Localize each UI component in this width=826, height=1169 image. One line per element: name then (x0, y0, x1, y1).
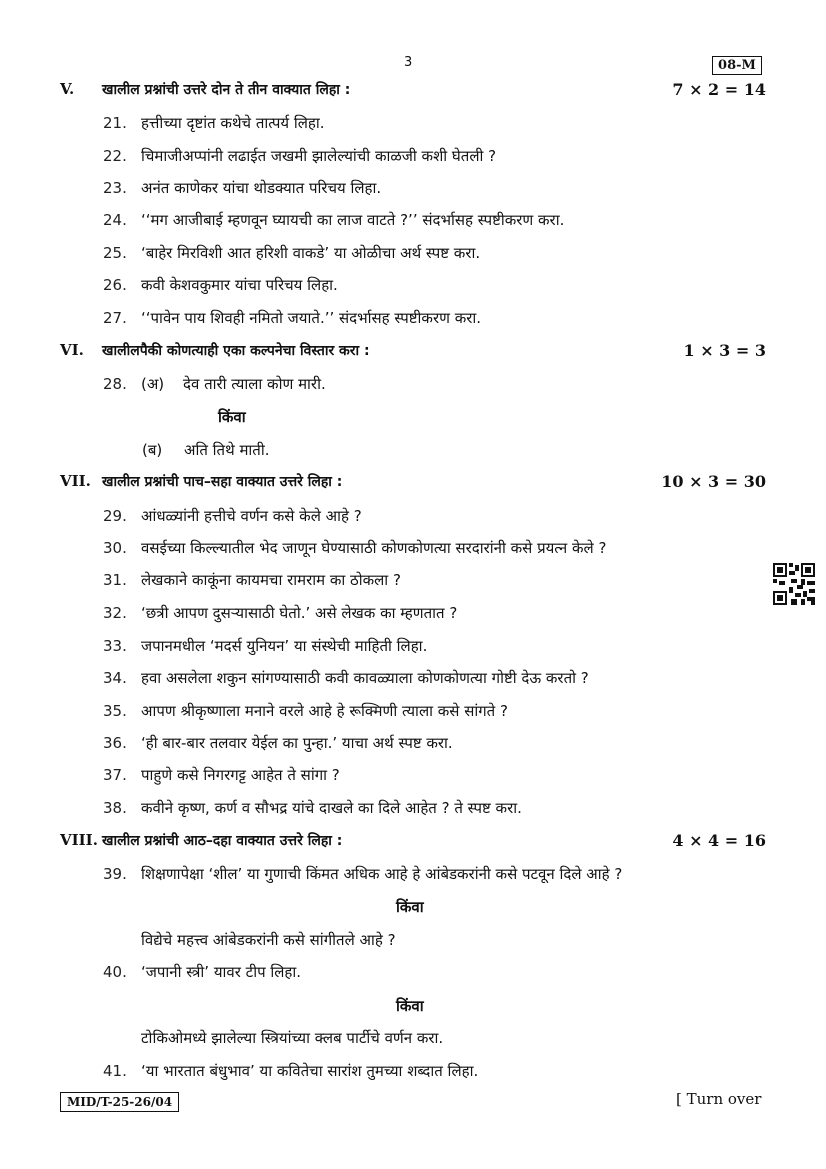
page-number: 3 (404, 55, 413, 70)
question-text: ‘जपानी स्त्री’ यावर टीप लिहा. (141, 963, 302, 981)
question-23 (103, 178, 381, 198)
question-number: 28. (103, 375, 127, 393)
question-39-alternative: विद्येचे महत्त्व आंबेडकरांनी कसे सांगीतले आहे ? (141, 931, 396, 949)
question-27 (103, 308, 481, 328)
question-text: ‘ही बार-बार तलवार येईल का पुन्हा.’ याचा अर्थ स्पष्ट करा. (141, 734, 453, 752)
section-number: VIII. (60, 831, 98, 849)
option-label: (अ) (141, 375, 165, 393)
question-text: चिमाजीअप्पांनी लढाईत जखमी झालेल्यांची काळजी कशी घेतली ? (141, 147, 497, 165)
question-35 (103, 701, 508, 721)
section-viii-header (60, 831, 766, 853)
question-text: कवी केशवकुमार यांचा परिचय लिहा. (141, 276, 338, 294)
section-vii-header (60, 472, 766, 494)
question-number: 24. (103, 211, 127, 229)
section-marks: 4 × 4 = 16 (672, 831, 766, 850)
question-28 (103, 374, 326, 394)
section-number: VI. (60, 341, 84, 359)
question-text: ‘छत्री आपण दुसऱ्यासाठी घेतो.’ असे लेखक का म्हणतात ? (141, 604, 458, 622)
question-number: 21. (103, 114, 127, 132)
question-36 (103, 733, 453, 753)
question-29 (103, 506, 362, 526)
section-v-header (60, 80, 766, 102)
question-number: 38. (103, 799, 127, 817)
question-22 (103, 146, 496, 166)
question-text: अति तिथे माती. (184, 441, 270, 459)
question-24 (103, 210, 564, 230)
question-number: 36. (103, 734, 127, 752)
question-26 (103, 275, 338, 295)
question-number: 32. (103, 604, 127, 622)
footer-paper-code: MID/T-25-26/04 (60, 1092, 179, 1112)
turn-over-note: [ Turn over (676, 1090, 762, 1108)
question-text: पाहुणे कसे निगरगट्ट आहेत ते सांगा ? (141, 766, 340, 784)
question-number: 37. (103, 766, 127, 784)
qr-code-icon (773, 563, 815, 605)
option-label: (ब) (142, 441, 163, 459)
question-number: 23. (103, 179, 127, 197)
question-41 (103, 1061, 478, 1081)
or-divider: किंवा (218, 408, 246, 426)
question-number: 41. (103, 1062, 127, 1080)
question-number: 34. (103, 669, 127, 687)
paper-code-box: 08-M (712, 56, 762, 75)
section-heading: खालीलपैकी कोणत्याही एका कल्पनेचा विस्तार करा : (102, 343, 370, 359)
question-34 (103, 668, 589, 688)
question-31 (103, 570, 401, 590)
question-33 (103, 636, 427, 656)
section-number: VII. (60, 472, 91, 490)
section-marks: 7 × 2 = 14 (672, 80, 766, 99)
question-text: ‘या भारतात बंधुभाव’ या कवितेचा सारांश तुमच्या शब्दात लिहा. (141, 1062, 479, 1080)
or-divider: किंवा (396, 997, 424, 1015)
question-number: 22. (103, 147, 127, 165)
section-heading: खालील प्रश्नांची पाच–सहा वाक्यात उत्तरे लिहा : (102, 474, 343, 490)
question-text: लेखकाने काकूंना कायमचा रामराम का ठोकला ? (141, 571, 401, 589)
question-25 (103, 243, 480, 263)
question-32 (103, 603, 457, 623)
question-number: 35. (103, 702, 127, 720)
question-text: हवा असलेला शकुन सांगण्यासाठी कवी कावळ्याला कोणकोणत्या गोष्टी देऊ करतो ? (141, 669, 589, 687)
question-text: कवीने कृष्ण, कर्ण व सौभद्र यांचे दाखले का दिले आहेत ? ते स्पष्ट करा. (141, 799, 522, 817)
question-28b (142, 440, 270, 460)
question-40 (103, 962, 301, 982)
question-number: 40. (103, 963, 127, 981)
question-number: 30. (103, 539, 127, 557)
section-heading: खालील प्रश्नांची उत्तरे दोन ते तीन वाक्यात लिहा : (102, 82, 351, 98)
question-number: 29. (103, 507, 127, 525)
question-number: 26. (103, 276, 127, 294)
question-number: 27. (103, 309, 127, 327)
question-30 (103, 538, 606, 558)
section-number: V. (60, 80, 75, 98)
question-text: हत्तीच्या दृष्टांत कथेचे तात्पर्य लिहा. (141, 114, 325, 132)
question-text: ‘बाहेर मिरविशी आत हरिशी वाकडे’ या ओळीचा अर्थ स्पष्ट करा. (141, 244, 481, 262)
question-text: आपण श्रीकृष्णाला मनाने वरले आहे हे रूक्मिणी त्याला कसे सांगते ? (141, 702, 508, 720)
question-21 (103, 113, 325, 133)
question-text: अनंत काणेकर यांचा थोडक्यात परिचय लिहा. (141, 179, 382, 197)
section-heading: खालील प्रश्नांची आठ–दहा वाक्यात उत्तरे लिहा : (102, 833, 343, 849)
question-number: 25. (103, 244, 127, 262)
question-38 (103, 798, 522, 818)
question-text: देव तारी त्याला कोण मारी. (183, 375, 326, 393)
question-text: शिक्षणापेक्षा ‘शील’ या गुणाची किंमत अधिक आहे हे आंबेडकरांनी कसे पटवून दिले आहे ? (141, 865, 623, 883)
section-marks: 10 × 3 = 30 (661, 472, 766, 491)
question-40-alternative: टोकिओमध्ये झालेल्या स्त्रियांच्या क्लब पार्टीचे वर्णन करा. (141, 1029, 444, 1047)
question-37 (103, 765, 340, 785)
question-number: 39. (103, 865, 127, 883)
section-marks: 1 × 3 = 3 (683, 341, 766, 360)
question-text: ‘‘मग आजीबाई म्हणवून घ्यायची का लाज वाटते ?’’ संदर्भासह स्पष्टीकरण करा. (141, 211, 565, 229)
question-text: ‘‘पावेन पाय शिवही नमितो जयाते.’’ संदर्भासह स्पष्टीकरण करा. (141, 309, 481, 327)
question-text: वसईच्या किल्ल्यातील भेद जाणून घेण्यासाठी कोणकोणत्या सरदारांनी कसे प्रयत्न केले ? (141, 539, 607, 557)
question-number: 31. (103, 571, 127, 589)
question-text: आंधळ्यांनी हत्तीचे वर्णन कसे केले आहे ? (141, 507, 362, 525)
or-divider: किंवा (396, 898, 424, 916)
question-number: 33. (103, 637, 127, 655)
section-vi-header (60, 341, 766, 363)
question-text: जपानमधील ‘मदर्स युनियन’ या संस्थेची माहिती लिहा. (141, 637, 428, 655)
question-39 (103, 864, 622, 884)
